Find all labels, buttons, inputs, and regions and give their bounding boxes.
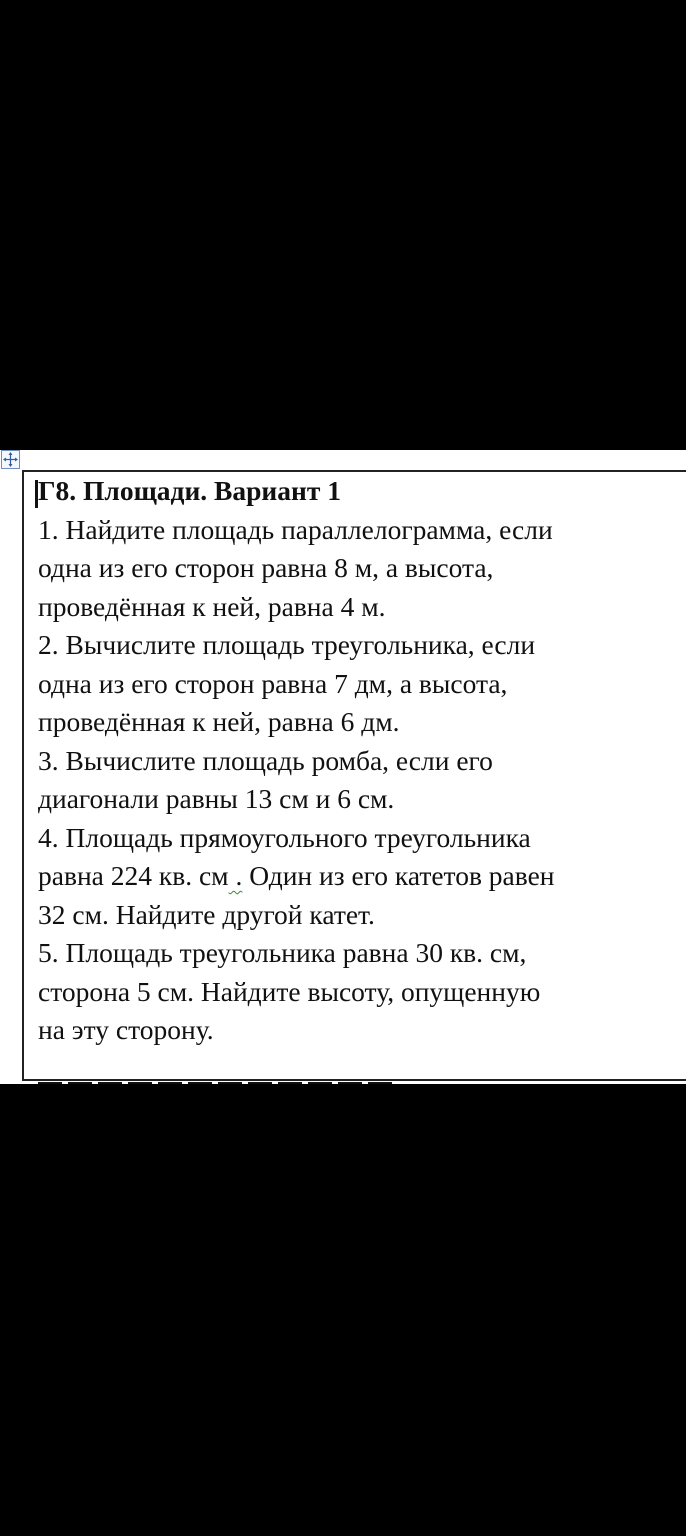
task-line-5: одна из его сторон равна 7 дм, а высота, — [38, 667, 508, 699]
task-line-11: 32 см. Найдите другой катет. — [38, 898, 375, 930]
task-line-1: 1. Найдите площадь параллелограмма, если — [38, 513, 553, 545]
task-line-10-end: Один из его катетов равен — [249, 860, 555, 891]
task-line-6: проведённая к ней, равна 6 дм. — [38, 706, 400, 737]
task-line-3: проведённая к ней, равна 4 м. — [38, 590, 386, 622]
task-line-14: на эту сторону. — [38, 1014, 214, 1045]
task-line-7: 3. Вычислите площадь ромба, если его — [38, 744, 493, 776]
task-line-10 — [38, 857, 678, 896]
task-line-2: одна из его сторон равна 8 м, а высота, — [38, 552, 494, 583]
task-line-10-start: равна 224 кв. см — [38, 860, 229, 891]
move-arrows-icon — [3, 452, 18, 467]
next-row-cut-text — [38, 1082, 398, 1084]
task-text[interactable] — [38, 472, 678, 1050]
grammar-marked-text[interactable]: . — [228, 860, 243, 891]
table-move-handle[interactable] — [1, 450, 20, 469]
task-line-8: диагонали равны 13 см и 6 см. — [38, 783, 395, 814]
task-line-9: 4. Площадь прямоугольного треугольника — [38, 821, 531, 853]
task-line-4: 2. Вычислите площадь треугольника, если — [38, 629, 536, 660]
text-cursor — [35, 480, 38, 508]
task-line-12: 5. Площадь треугольника равна 30 кв. см, — [38, 937, 527, 968]
document-page — [0, 450, 686, 1084]
variant-heading: Г8. Площади. Вариант 1 — [38, 475, 341, 506]
task-line-13: сторона 5 см. Найдите высоту, опущенную — [38, 975, 541, 1007]
